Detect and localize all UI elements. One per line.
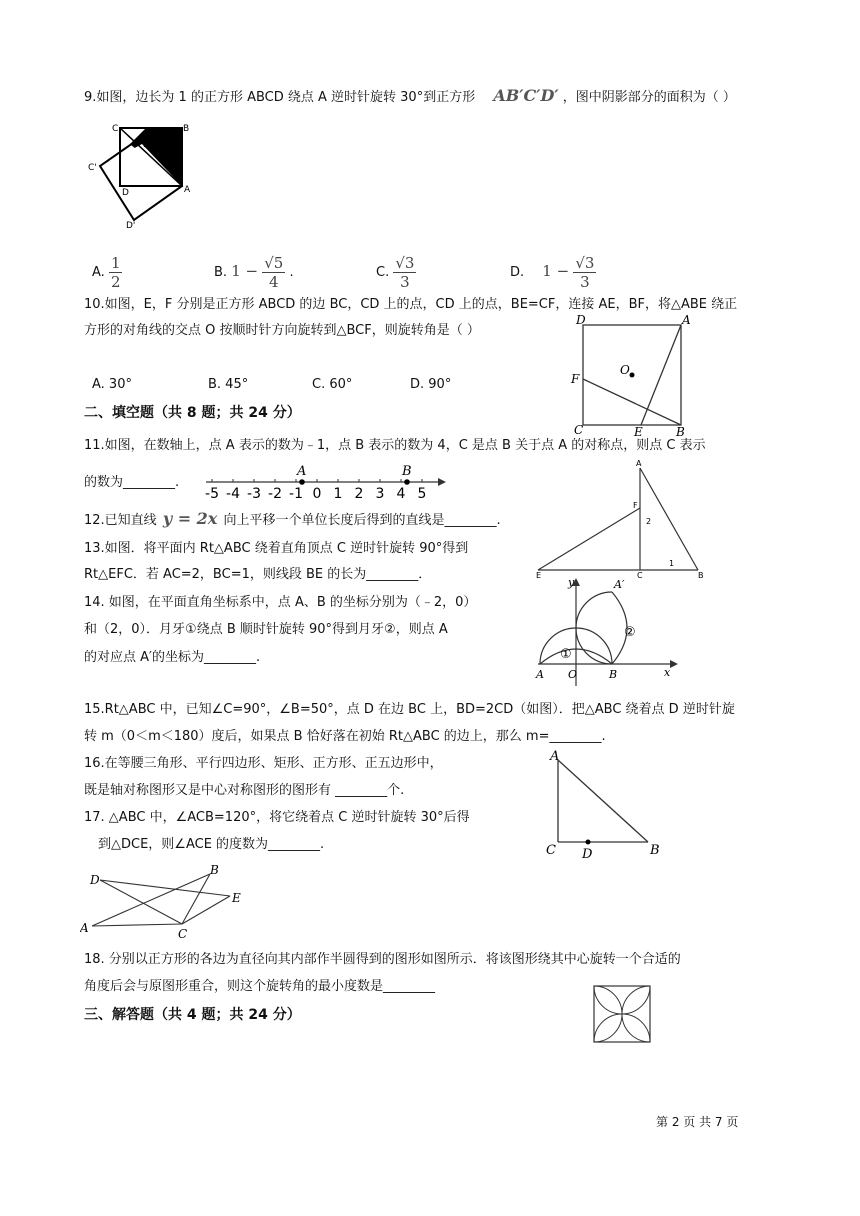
q9-label-cp: C' xyxy=(88,163,97,173)
q13-label-1: 1 xyxy=(669,559,675,568)
page-footer: 第 2 页 共 7 页 xyxy=(656,1115,739,1129)
q17-line2: 到△DCE，则∠ACE 的度数为________. xyxy=(98,837,325,852)
q17-label-d: D xyxy=(90,873,100,887)
q14-label-o: O xyxy=(568,668,578,681)
q11-label-a: A xyxy=(297,464,307,479)
q9-label-dp: D' xyxy=(126,221,136,230)
q14-label-moon2: ② xyxy=(624,625,636,640)
q10-label-e: E xyxy=(634,425,643,436)
q14-label-b: B xyxy=(609,668,618,681)
q10-label-f: F xyxy=(571,372,580,386)
q10-label-o: O xyxy=(620,363,630,377)
q13-label-f: F xyxy=(633,501,638,510)
q14-label-x: x xyxy=(664,666,671,679)
q10-label-c: C xyxy=(574,423,584,436)
q11-tick-label: 3 xyxy=(375,486,385,502)
q14-label-a: A xyxy=(536,668,544,681)
q13-label-c: C xyxy=(637,571,643,580)
q9-label-c: C xyxy=(112,124,119,134)
q14-label-ap: A′ xyxy=(614,578,625,591)
q9-option-a[interactable]: A. $\frac{1}{2}$ xyxy=(92,254,121,291)
q9-option-d[interactable]: D. 1 − $\frac{√3}{3}$ xyxy=(510,254,595,291)
q11-tick-label: 4 xyxy=(396,486,406,502)
q12-text: 12.已知直线 y = 2x 向上平移一个单位长度后得到的直线是________. xyxy=(84,509,501,528)
q18-line2: 角度后会与原图形重合，则这个旋转角的最小度数是________ xyxy=(84,979,436,994)
q11-line1: 11.如图，在数轴上，点 A 表示的数为﹣1，点 B 表示的数为 4，C 是点 B 关于点 A 的对称点，则点 C 表示 xyxy=(84,438,706,453)
q11-tick-label: -3 xyxy=(247,486,261,502)
q15-label-a: A xyxy=(550,749,560,764)
q14-line2: 和（2，0）．月牙①绕点 B 顺时针旋转 90°得到月牙②，则点 A xyxy=(84,622,448,637)
q10-label-a: A xyxy=(682,313,691,327)
q11-tick-label: -1 xyxy=(289,486,303,502)
q13-line2: Rt△EFC．若 AC=2，BC=1，则线段 BE 的长为________． xyxy=(84,567,432,582)
q11-tick-label: 5 xyxy=(417,486,427,502)
q17-label-c: C xyxy=(178,927,188,941)
q10-label-b: B xyxy=(676,425,685,436)
q9-label-a: A xyxy=(184,185,191,195)
q11-line2: 的数为________. xyxy=(84,475,180,490)
q10-label-d: D xyxy=(576,313,586,327)
q14-label-y: y xyxy=(568,576,575,589)
q15-label-c: C xyxy=(546,843,556,858)
q16-line1: 16.在等腰三角形、平行四边形、矩形、正方形、正五边形中， xyxy=(84,756,443,771)
q13-label-b: B xyxy=(698,571,704,580)
q13-line1: 13.如图．将平面内 Rt△ABC 绕着直角顶点 C 逆时针旋转 90°得到 xyxy=(84,541,469,556)
q12-math: y = 2x xyxy=(162,509,218,528)
q18-figure xyxy=(592,984,654,1046)
section-solutions: 三、解答题（共 4 题；共 24 分） xyxy=(84,1007,301,1023)
q14-label-moon1: ① xyxy=(560,647,572,662)
q9-label-bp: B' xyxy=(143,140,152,150)
q9-math-square: AB′C′D′ xyxy=(493,86,559,105)
q10-line2: 方形的对角线的交点 O 按顺时针方向旋转到△BCF，则旋转角是（ ） xyxy=(84,323,480,338)
q10-option-d[interactable]: D. 90° xyxy=(410,377,452,392)
q10-line1: 10.如图，E，F 分别是正方形 ABCD 的边 BC，CD 上的点，CD 上的点，BE=CF，连接 AE，BF，将△ABE 绕正 xyxy=(84,297,738,312)
q11-tick-label: 0 xyxy=(312,486,322,502)
q16-line2: 既是轴对称图形又是中心对称图形的图形有 ________个. xyxy=(84,783,405,798)
q15-label-b: B xyxy=(650,843,660,858)
q17-label-a: A xyxy=(80,921,89,935)
q9-label-b: B xyxy=(183,124,190,134)
q10-option-b[interactable]: B. 45° xyxy=(208,377,249,392)
q15-line2: 转 m（0＜m＜180）度后，如果点 B 恰好落在初始 Rt△ABC 的边上，那么 m=________. xyxy=(84,729,606,744)
q15-label-d: D xyxy=(582,847,593,862)
q11-tick-label: -5 xyxy=(205,486,219,502)
q14-figure xyxy=(534,574,684,690)
q17-label-b: B xyxy=(210,863,219,877)
q14-line1: 14. 如图，在平面直角坐标系中，点 A、B 的坐标分别为（﹣2，0） xyxy=(84,595,477,610)
q9-text: 9.如图，边长为 1 的正方形 ABCD 绕点 A 逆时针旋转 30°到正方形 AB′C′D′ ，图中阴影部分的面积为（ ） xyxy=(84,86,736,105)
q15-line1: 15.Rt△ABC 中，已知∠C=90°，∠B=50°，点 D 在边 BC 上，BD=2CD（如图）．把△ABC 绕着点 D 逆时针旋 xyxy=(84,702,735,717)
q10-option-c[interactable]: C. 60° xyxy=(312,377,353,392)
q14-line3: 的对应点 A′的坐标为________. xyxy=(84,650,261,665)
q9-figure xyxy=(86,120,196,230)
q17-label-e: E xyxy=(232,891,241,905)
q11-tick-label: -4 xyxy=(226,486,240,502)
q10-option-a[interactable]: A. 30° xyxy=(92,377,132,392)
q13-label-e: E xyxy=(536,571,542,580)
q17-figure xyxy=(80,862,250,942)
q11-tick-label: 2 xyxy=(354,486,364,502)
q13-figure xyxy=(532,460,712,580)
q10-figure xyxy=(566,312,696,436)
q9-label-d: D xyxy=(122,188,129,198)
q11-label-b: B xyxy=(402,464,412,479)
q13-label-a: A xyxy=(636,460,642,468)
q11-tick-label: 1 xyxy=(333,486,343,502)
q15-figure xyxy=(540,748,670,862)
q11-number-line xyxy=(202,462,452,502)
q9-option-c[interactable]: C. $\frac{√3}{3}$ xyxy=(376,254,415,291)
section-fill-in: 二、填空题（共 8 题；共 24 分） xyxy=(84,405,301,421)
q9-option-b[interactable]: B. 1 − $\frac{√5}{4}$ . xyxy=(214,254,294,291)
q13-label-2: 2 xyxy=(646,517,652,526)
q17-line1: 17. △ABC 中，∠ACB=120°，将它绕着点 C 逆时针旋转 30°后得 xyxy=(84,810,470,825)
q11-tick-label: -2 xyxy=(268,486,282,502)
q18-line1: 18. 分别以正方形的各边为直径向其内部作半圆得到的图形如图所示．将该图形绕其中心旋转一个合适的 xyxy=(84,952,681,967)
